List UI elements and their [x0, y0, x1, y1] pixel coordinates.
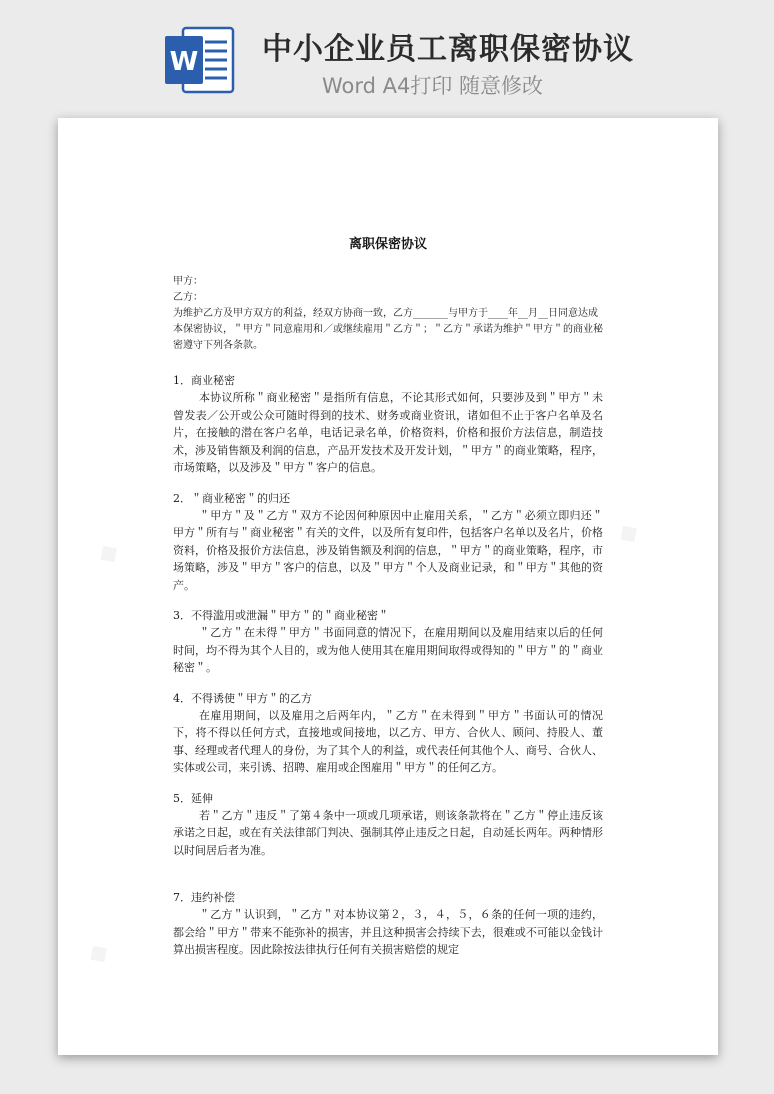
section-heading: 1．商业秘密 — [173, 374, 235, 387]
section-body: 在雇用期间，以及雇用之后两年内，＂乙方＂在未得到＂甲方＂书面认可的情况下，将不得以任何方式，直接地或间接地，以乙方、甲方、合伙人、顾问、持股人、董事、经理或者代理人的身份，为了其个人的利益，或代表任何其他个人、商号、合伙人、实体或公司，来引诱、招聘、雇用或企图雇用＂甲方＂的任何乙方。 — [173, 708, 603, 774]
section-heading: 5．延伸 — [173, 791, 213, 805]
intro-paragraph: 为维护乙方及甲方双方的利益，经双方协商一致，乙方_______与甲方于____年__月__日同意达成本保密协议，＂甲方＂同意雇用和／或继续雇用＂乙方＂；＂乙方＂承诺为维护＂甲方＂的商业秘密遵守下列各条款。 — [173, 308, 603, 351]
section-body: 若＂乙方＂违反＂了第４条中一项或几项承诺，则该条款将在＂乙方＂停止违反该承诺之日起，或在有关法律部门判决、强制其停止违反之日起，自动延长两年。两种情形以时间居后者为准。 — [173, 808, 603, 857]
page-subtitle: Word A4打印 随意修改 — [322, 74, 544, 98]
section-heading: 2．＂商业秘密＂的归还 — [173, 491, 290, 505]
watermark: ◆ — [611, 514, 645, 552]
section-heading: 4．不得诱使＂甲方＂的乙方 — [173, 691, 312, 705]
section-body: ＂乙方＂认识到，＂乙方＂对本协议第２，３，４，５，６条的任何一项的违约，都会给＂甲方＂带来不能弥补的损害，并且这种损害会持续下去，很难或不可能以金钱计算出损害程度。因此除按法律执行任何有关损害赔偿的规定 — [173, 908, 603, 956]
party-a-line: 甲方： — [173, 276, 203, 287]
logo-letter: W — [169, 47, 199, 77]
word-document-icon — [163, 22, 236, 98]
document-title: 离职保密协议 — [348, 237, 427, 252]
document-page — [58, 118, 718, 1055]
party-b-line: 乙方： — [173, 292, 203, 303]
section-heading: 3．不得滥用或泄漏＂甲方＂的＂商业秘密＂ — [173, 609, 389, 622]
section-body: 本协议所称＂商业秘密＂是指所有信息，不论其形式如何，只要涉及到＂甲方＂未曾发表／公开或公众可随时得到的技术、财务或商业资讯，诸如但不止于客户名单及名片，在接触的潜在客户名单，电话记录名单，价格资料，价格和报价方法信息，制造技术，涉及销售额及利润的信息，产品开发技术及开发计划，＂甲方＂的商业策略，程序，市场策略，以及涉及＂甲方＂客户的信息。 — [173, 391, 603, 474]
document-body — [173, 274, 603, 959]
section-heading: 7．违约补偿 — [173, 891, 235, 904]
watermark: ◆ — [91, 534, 125, 572]
section-body: ＂甲方＂及＂乙方＂双方不论因何种原因中止雇用关系，＂乙方＂必须立即归还＂甲方＂所有与＂商业秘密＂有关的文件，以及所有复印件，包括客户名单以及名片，价格资料，价格及报价方法信息，涉及销售额及利润的信息，＂甲方＂的商业策略，程序，市场策略，涉及＂甲方＂客户的信息，以及＂甲方＂个人及商业记录，和＂甲方＂其他的资产。 — [173, 508, 603, 592]
page-header — [0, 0, 774, 110]
watermark: ◆ — [81, 934, 115, 972]
section-body: ＂乙方＂在未得＂甲方＂书面同意的情况下，在雇用期间以及雇用结束以后的任何时间，均不得为其个人目的，或为他人使用其在雇用期间取得或得知的＂甲方＂的＂商业秘密＂。 — [173, 626, 603, 674]
page-title: 中小企业员工离职保密协议 — [262, 32, 634, 67]
